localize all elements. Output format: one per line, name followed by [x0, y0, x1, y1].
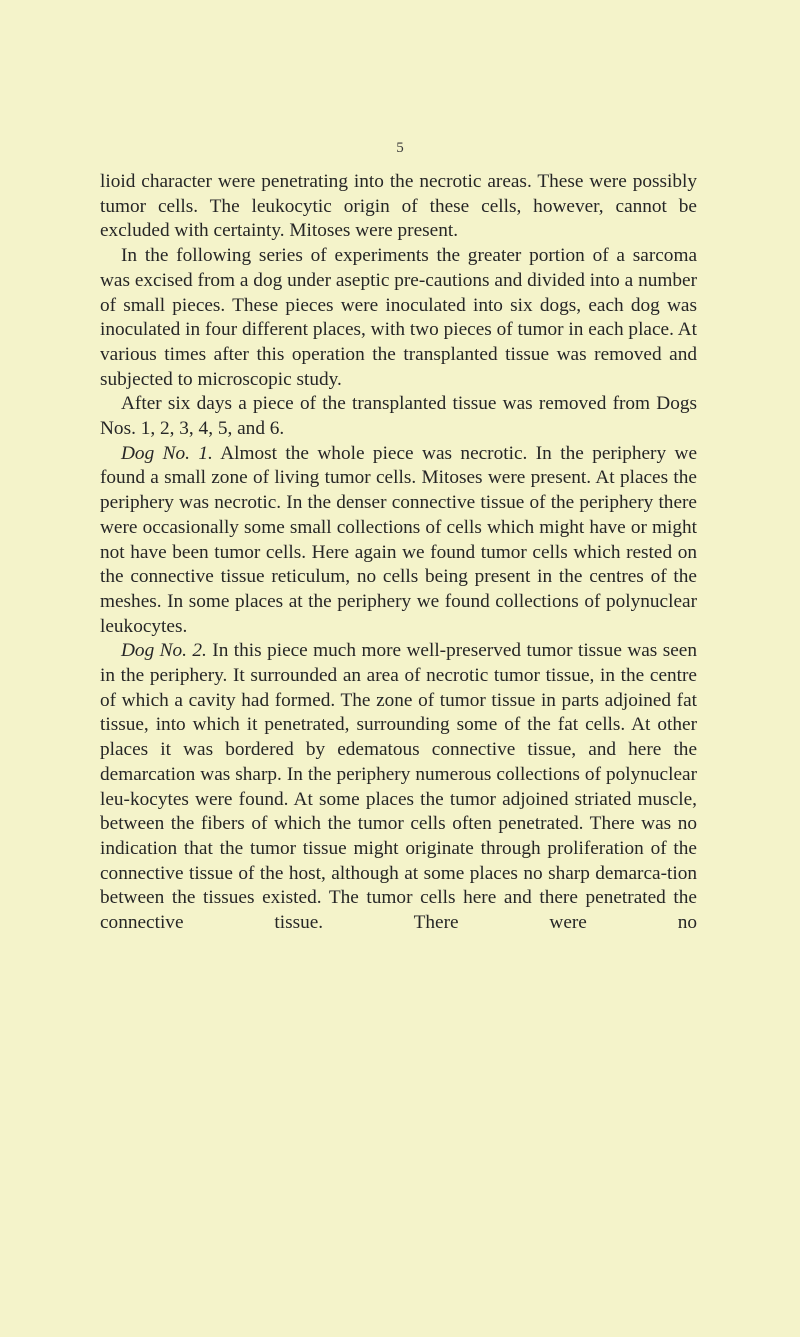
page-number: 5: [396, 140, 404, 156]
paragraph-experiment-series: [100, 244, 697, 392]
paragraph-text: In the following series of experiments the greater portion of a sarcoma was excised from a dog under aseptic pre-cautions and divided into a number of small pieces. These pieces were inoculated into six dogs, each dog was inoculated in four different places, with two pieces of tumor in each place. At various times after this operation the transplanted tissue was removed and subjected to microscopic study.: [100, 245, 697, 390]
paragraph-text: lioid character were penetrating into the necrotic areas. These were possibly tumor cells. The leukocytic origin of these cells, however, cannot be excluded with certainty. Mitoses were present.: [100, 171, 697, 242]
paragraph-text: In this piece much more well-preserved tumor tissue was seen in the periphery. It surrounded an area of necrotic tumor tissue, in the centre of which a cavity had formed. The zone of tumor tissue in parts adjoined fat tissue, into which it penetrated, surrounding some of the fat cells. At other places it was bordered by edematous connective tissue, and here the demarcation was sharp. In the periphery numerous collections of polynuclear leu-kocytes were found. At some places the tumor adjoined striated muscle, between the fibers of which the tumor cells often penetrated. There was no indication that the tumor tissue might originate through proliferation of the connective tissue of the host, although at some places no sharp demarca-tion between the tissues existed. The tumor cells here and there penetrated the connective tissue. There were no: [100, 640, 697, 934]
paragraph-six-days: [100, 392, 697, 441]
paragraph-dog-2: [100, 639, 697, 935]
paragraph-lead: Dog No. 2.: [121, 640, 207, 662]
paragraph-text: After six days a piece of the transplanted tissue was removed from Dogs Nos. 1, 2, 3, 4, 5, and 6.: [100, 393, 697, 440]
paragraph-dog-1: [100, 442, 697, 640]
paragraph-text: Almost the whole piece was necrotic. In the periphery we found a small zone of living tumor cells. Mitoses were present. At places the periphery was necrotic. In the denser connective tissue of the periphery there were occasionally some small collections of cells which might have or might not have been tumor cells. Here again we found tumor cells which rested on the connective tissue reticulum, no cells being present in the centres of the meshes. In some places at the periphery we found collections of polynuclear leukocytes.: [100, 442, 697, 637]
body-text: [100, 170, 697, 936]
paragraph-lead: Dog No. 1.: [121, 442, 213, 464]
paragraph-continuation: [100, 170, 697, 244]
